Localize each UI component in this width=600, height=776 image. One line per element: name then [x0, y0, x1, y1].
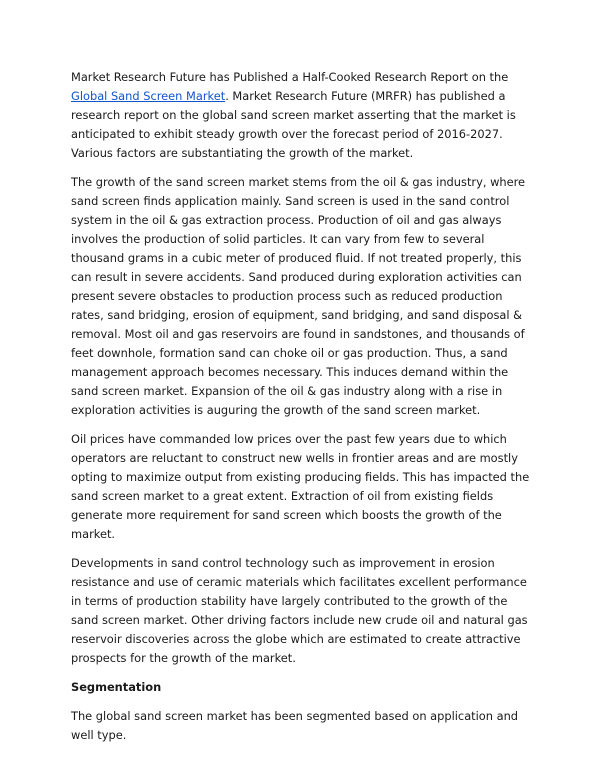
intro-text-before-link: Market Research Future has Published a Half-Cooked Research Report on the — [71, 70, 509, 84]
intro-text-after-link: . Market Research Future (MRFR) has published a research report on the global sand screen market asserting that the market is anticipated to exhibit steady growth over the forecast period of 2016-2027. Various factors are substantiating the growth of the market. — [71, 89, 516, 160]
document-body — [71, 68, 533, 755]
intro-paragraph — [71, 68, 533, 163]
oil-prices-paragraph: Oil prices have commanded low prices over the past few years due to which operators are reluctant to construct new wells in frontier areas and are mostly opting to maximize output from existing producing fields. This has impacted the sand screen market to a great extent. Extraction of oil from existing fields generate more requirement for sand screen which boosts the growth of the market. — [71, 432, 530, 541]
segmentation-heading: Segmentation — [71, 680, 162, 694]
global-sand-screen-market-link[interactable]: Global Sand Screen Market — [71, 89, 226, 103]
developments-paragraph: Developments in sand control technology such as improvement in erosion resistance and use of ceramic materials which facilitates excellent performance in terms of production stability have largely contributed to the growth of the sand screen market. Other driving factors include new crude oil and natural gas reservoir discoveries across the globe which are estimated to create attractive prospects for the growth of the market. — [71, 556, 528, 665]
segmentation-paragraph: The global sand screen market has been segmented based on application and well type. — [71, 709, 519, 742]
growth-paragraph: The growth of the sand screen market stems from the oil & gas industry, where sand screen finds application mainly. Sand screen is used in the sand control system in the oil & gas extraction process. Production of oil and gas always involves the production of solid particles. It can vary from few to several thousand grams in a cubic meter of produced fluid. If not treated properly, this can result in severe accidents. Sand produced during exploration activities can present severe obstacles to production process such as reduced production rates, sand bridging, erosion of equipment, sand bridging, and sand disposal & removal. Most oil and gas reservoirs are found in sandstones, and thousands of feet downhole, formation sand can choke oil or gas production. Thus, a sand management approach becomes necessary. This induces demand within the sand screen market. Expansion of the oil & gas industry along with a rise in exploration activities is auguring the growth of the sand screen market. — [71, 175, 526, 417]
